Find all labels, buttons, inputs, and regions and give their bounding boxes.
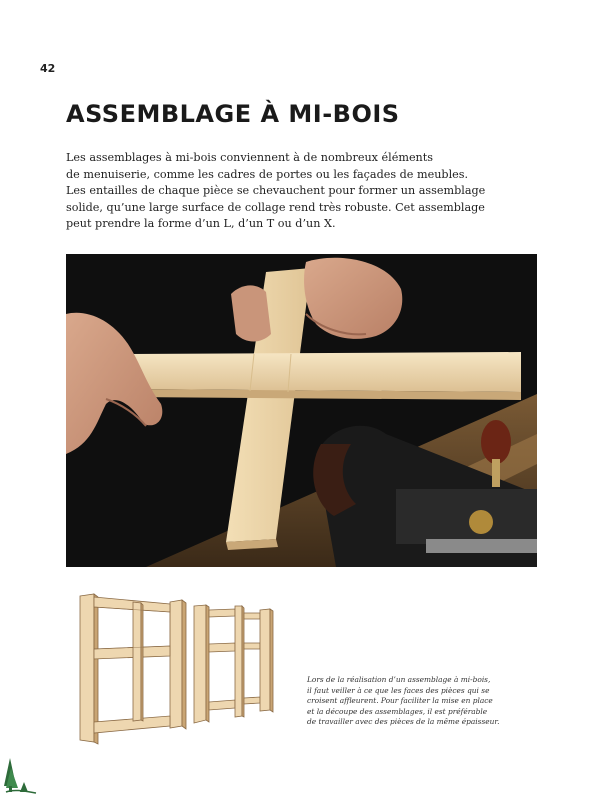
intro-line: de menuiserie, comme les cadres de portes ou les façades de meubles.: [66, 167, 469, 181]
caption-line: Lors de la réalisation d’un assemblage à mi-bois,: [307, 675, 491, 684]
page-number: 42: [40, 62, 56, 75]
woodworking-photo: [66, 254, 537, 567]
horizontal-wood-piece: [128, 352, 521, 400]
caption-line: croisent affleurent. Pour faciliter la mise en place: [307, 696, 493, 705]
intro-line: peut prendre la forme d’un L, d’un T ou d’un X.: [66, 217, 336, 230]
caption-line: de travailler avec des pièces de la même épaisseur.: [307, 717, 500, 726]
intro-line: Les entailles de chaque pièce se chevauchent pour former un assemblage: [66, 184, 486, 197]
exploded-frame: [194, 605, 273, 723]
intro-line: Les assemblages à mi-bois conviennent à de nombreux éléments: [66, 151, 434, 164]
intro-paragraph: [66, 150, 486, 233]
photo-illustration: [66, 254, 537, 567]
tree-logo-icon: [4, 756, 38, 796]
intro-line: solide, qu’une large surface de collage rend très robuste. Cet assemblage: [66, 200, 485, 214]
page-title: ASSEMBLAGE À MI-BOIS: [66, 100, 400, 128]
assembled-frame: [80, 594, 186, 744]
caption-line: et la découpe des assemblages, il est préférable: [307, 706, 488, 716]
frame-illustration: [70, 588, 300, 748]
window-frame-diagram: [70, 588, 300, 748]
figure-caption: [307, 675, 500, 728]
caption-line: il faut veiller à ce que les faces des pièces qui se: [307, 685, 490, 695]
